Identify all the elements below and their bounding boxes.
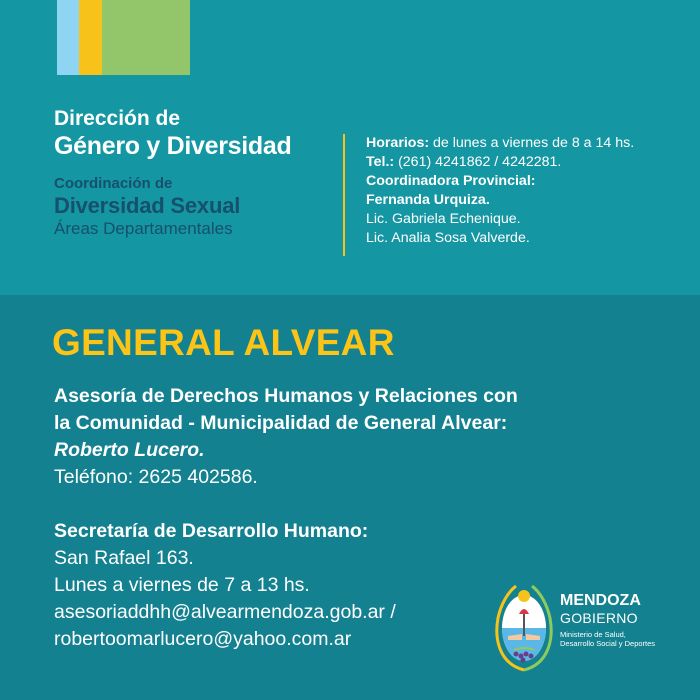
logo-gobierno: GOBIERNO	[560, 610, 638, 626]
coordinadora-name: Fernanda Urquiza.	[366, 192, 490, 208]
organization-title	[54, 106, 334, 239]
office-hours: Lunes a viernes de 7 a 13 hs.	[54, 574, 310, 596]
logo-ministerio-line2: Desarrollo Social y Deportes	[560, 639, 656, 648]
lic-2: Lic. Analia Sosa Valverde.	[366, 230, 530, 246]
direccion-line2: Género y Diversidad	[54, 132, 292, 160]
logo-text	[560, 592, 655, 648]
green-stripe	[102, 0, 190, 75]
yellow-divider	[343, 134, 345, 256]
asesoria-line2: la Comunidad - Municipalidad de General Alvear:	[54, 412, 508, 434]
yellow-stripe	[79, 0, 102, 75]
spacer	[54, 491, 694, 518]
coordinadora-label: Coordinadora Provincial:	[366, 173, 536, 189]
coordinacion-line2: Diversidad Sexual	[54, 193, 241, 218]
blue-stripe	[57, 0, 79, 75]
info-block	[366, 134, 696, 248]
horarios-line	[366, 134, 696, 153]
asesoria-line1: Asesoría de Derechos Humanos y Relaciones con	[54, 385, 518, 407]
horarios-value: de lunes a viernes de 8 a 14 hs.	[429, 135, 635, 151]
direccion-line1: Dirección de	[54, 107, 181, 130]
mendoza-government-logo	[492, 578, 692, 678]
email-1: asesoriaddhh@alvearmendoza.gob.ar /	[54, 601, 396, 623]
email-2: robertoomarlucero@yahoo.com.ar	[54, 628, 352, 650]
coordinacion-line1: Coordinación de	[54, 175, 173, 192]
city-title: GENERAL ALVEAR	[52, 322, 395, 363]
tel-line	[366, 153, 696, 172]
tel-value: (261) 4241862 / 4242281.	[394, 154, 562, 170]
mendoza-coat-of-arms-icon	[492, 578, 556, 678]
logo-ministerio-line1: Ministerio de Salud,	[560, 630, 626, 639]
telefono: Teléfono: 2625 402586.	[54, 466, 258, 488]
horarios-label: Horarios:	[366, 135, 430, 151]
logo-name: MENDOZA	[560, 592, 641, 609]
lic-1: Lic. Gabriela Echenique.	[366, 211, 521, 227]
coordinacion-line3: Áreas Departamentales	[54, 219, 233, 238]
contact-name: Roberto Lucero.	[54, 439, 205, 461]
tel-label: Tel.:	[366, 154, 395, 170]
address: San Rafael 163.	[54, 547, 194, 569]
secretaria: Secretaría de Desarrollo Humano:	[54, 520, 369, 542]
